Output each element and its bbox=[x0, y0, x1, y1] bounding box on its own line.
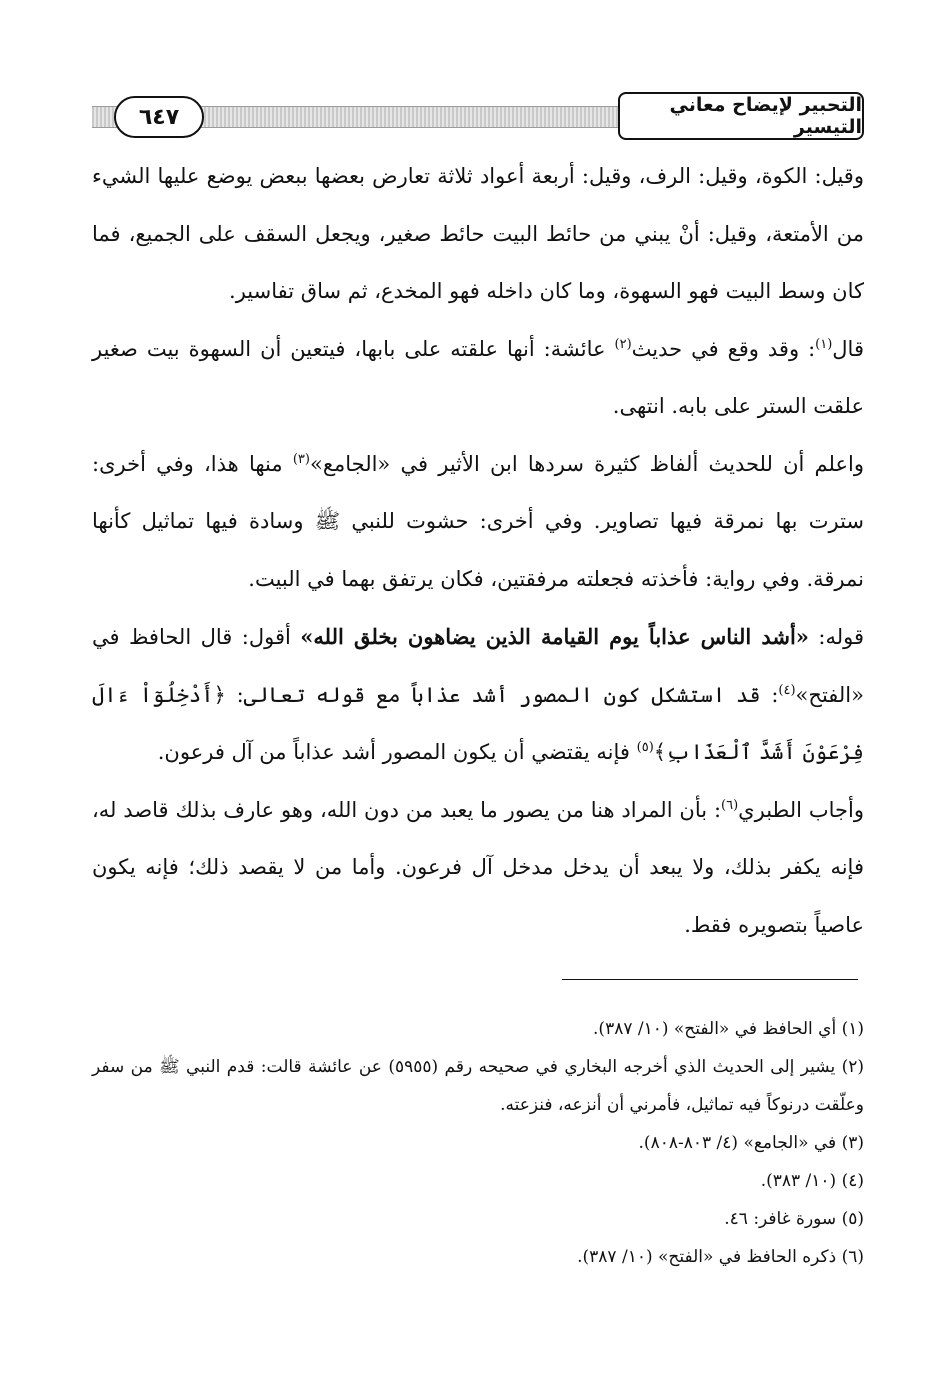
paragraph-5-text-a: وأجاب الطبري bbox=[738, 797, 864, 822]
paragraph-2-text-b: : وقد وقع في حديث bbox=[631, 336, 816, 361]
paragraph-2-text-c: عائشة: أنها علقته على بابها، فيتعين أن السهوة بيت صغير علقت الستر على بابه. انتهى. bbox=[92, 336, 864, 418]
footnote-ref-2[interactable]: (٢) bbox=[614, 336, 632, 352]
paragraph-3-text-b: منها هذا، وفي أخرى: سترت بها نمرقة فيها تصاوير. وفي أخرى: حشوت للنبي ﷺ وسادة فيها تماثيل كأنها نمرقة. وفي رواية: فأخذته فجعلته مرفقتين، فكان يرتفق بهما في البيت. bbox=[92, 451, 864, 591]
footnote-2: (٢) يشير إلى الحديث الذي أخرجه البخاري في صحيحه رقم (٥٩٥٥) عن عائشة قالت: قدم النبي ﷺ من سفر وعلّقت درنوكاً فيه تماثيل، فأمرني أن أنزعه، فنزعته. bbox=[92, 1057, 864, 1115]
footnote-5: (٥) سورة غافر: ٤٦. bbox=[724, 1209, 864, 1229]
footnote-ref-3[interactable]: (٣) bbox=[292, 451, 310, 467]
paragraph-4-text-d: فإنه يقتضي أن يكون المصور أشد عذاباً من آل فرعون. bbox=[157, 740, 637, 764]
paragraph-4-text-b: أقول: قال الحافظ في «الفتح» bbox=[92, 625, 864, 707]
paragraph-4 bbox=[92, 608, 864, 782]
footnote-6: (٦) ذكره الحافظ في «الفتح» (١٠/ ٣٨٧). bbox=[577, 1247, 864, 1267]
footnote-1: (١) أي الحافظ في «الفتح» (١٠/ ٣٨٧). bbox=[593, 1019, 864, 1039]
paragraph-4-text-c: : قد استشكل كون المصور أشد عذاباً مع قوله تعالى: ﴿أَدْخِلُوٓاْ ءَالَ فِرْعَوْنَ أَشَدَّ ٱلْعَذَابِ﴾ bbox=[92, 682, 864, 764]
paragraph-4-text-a: قوله: bbox=[808, 625, 865, 649]
page-header bbox=[92, 92, 864, 142]
paragraph-2 bbox=[92, 321, 864, 436]
footnotes bbox=[92, 1010, 864, 1276]
footnote-ref-1[interactable]: (١) bbox=[815, 336, 833, 352]
footnote-separator bbox=[562, 979, 858, 980]
paragraph-5-text-b: : بأن المراد هنا من يصور ما يعبد من دون الله، وهو عارف بذلك قاصد له، فإنه يكفر بذلك، ولا يبعد أن يدخل مدخل آل فرعون. وأما من لا يقصد ذلك؛ فإنه يكون عاصياً بتصويره فقط. bbox=[92, 797, 864, 937]
footnote-3: (٣) في «الجامع» (٤/ ٨٠٣-٨٠٨). bbox=[638, 1133, 864, 1153]
paragraph-5 bbox=[92, 782, 864, 955]
footnote-4: (٤) (١٠/ ٣٨٣). bbox=[760, 1171, 864, 1191]
footnote-ref-5[interactable]: (٥) bbox=[636, 740, 654, 755]
paragraph-3 bbox=[92, 436, 864, 609]
book-title: التحبير لإيضاح معاني التيسير bbox=[618, 92, 864, 140]
page-number: ٦٤٧ bbox=[114, 96, 204, 138]
footnote-ref-4[interactable]: (٤) bbox=[778, 682, 796, 698]
paragraph-3-text-a: واعلم أن للحديث ألفاظ كثيرة سردها ابن الأثير في «الجامع» bbox=[309, 451, 864, 476]
paragraph-2-text-a: قال bbox=[832, 336, 864, 361]
hadith-quote: «أشد الناس عذاباً يوم القيامة الذين يضاهون بخلق الله» bbox=[300, 624, 809, 649]
main-text bbox=[92, 148, 864, 954]
paragraph-1: وقيل: الكوة، وقيل: الرف، وقيل: أربعة أعواد ثلاثة تعارض بعضها ببعض يوضع عليها الشيء من الأمتعة، وقيل: أنْ يبني من حائط البيت حائط صغير، ويجعل السقف على الجميع، فما كان وسط البيت فهو السهوة، وما كان داخله فهو المخدع، ثم ساق تفاسير. bbox=[92, 164, 864, 303]
footnote-ref-6[interactable]: (٦) bbox=[721, 797, 739, 813]
